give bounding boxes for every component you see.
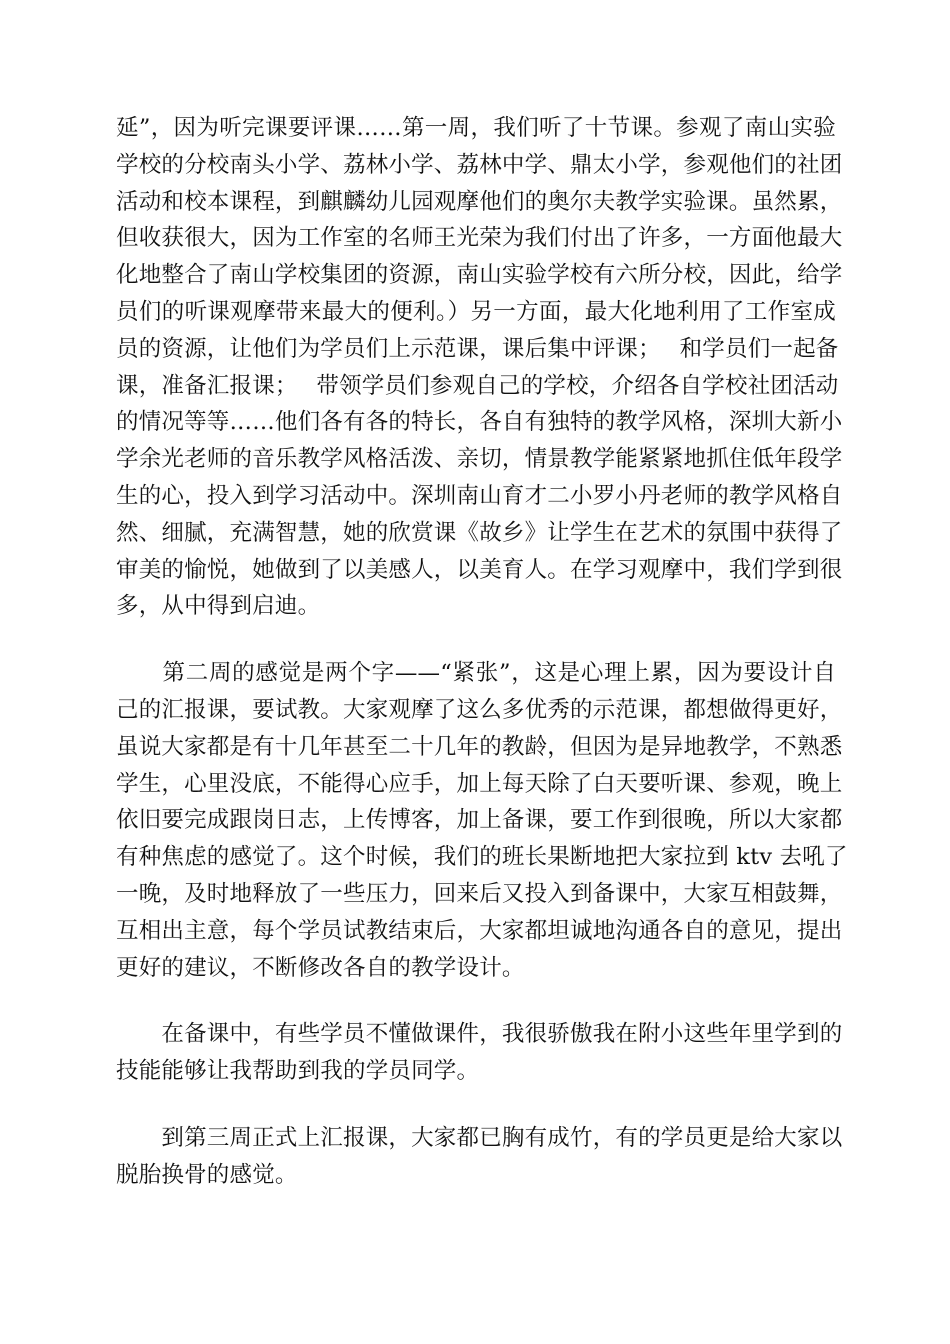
paragraph-line: 己的汇报课，要试教。大家观摩了这么多优秀的示范课，都想做得更好， <box>116 696 843 723</box>
paragraph-line: 技能能够让我帮助到我的学员同学。 <box>116 1058 480 1085</box>
paragraph-line: 活动和校本课程，到麒麟幼儿园观摩他们的奥尔夫教学实验课。虽然累， <box>116 188 843 215</box>
paragraph-line: 虽说大家都是有十几年甚至二十几年的教龄，但因为是异地教学，不熟悉 <box>116 733 843 760</box>
paragraph-line: 学生，心里没底，不能得心应手，加上每天除了白天要听课、参观，晚上 <box>116 770 843 797</box>
paragraph-line: 一晚，及时地释放了一些压力，回来后又投入到备课中，大家互相鼓舞， <box>116 880 843 907</box>
paragraph-line: 的情况等等……他们各有各的特长，各自有独特的教学风格，深圳大新小 <box>116 409 843 436</box>
paragraph-line: 课，准备汇报课； 带领学员们参观自己的学校，介绍各自学校社团活动 <box>116 372 839 399</box>
paragraph-line: 延”，因为听完课要评课……第一周，我们听了十节课。参观了南山实验 <box>116 115 836 141</box>
paragraph-line: 生的心，投入到学习活动中。深圳南山育才二小罗小丹老师的教学风格自 <box>116 482 843 509</box>
paragraph-line: 有种焦虑的感觉了。这个时候，我们的班长果断地把大家拉到 ktv 去吼了 <box>116 844 848 871</box>
paragraph-line: 在备课中，有些学员不懂做课件，我很骄傲我在附小这些年里学到的 <box>116 1021 843 1048</box>
paragraph-line: 更好的建议，不断修改各自的教学设计。 <box>116 954 525 981</box>
paragraph-line: 员的资源，让他们为学员们上示范课，课后集中评课； 和学员们一起备 <box>116 335 839 362</box>
paragraph-line: 多，从中得到启迪。 <box>116 593 321 620</box>
paragraph-1 <box>116 110 843 625</box>
paragraph-2 <box>116 655 848 986</box>
paragraph-line: 第二周的感觉是两个字——“紧张”，这是心理上累，因为要设计自 <box>116 660 836 687</box>
paragraph-line: 化地整合了南山学校集团的资源，南山实验学校有六所分校，因此，给学 <box>116 262 843 289</box>
paragraph-line: 审美的愉悦，她做到了以美感人，以美育人。在学习观摩中，我们学到很 <box>116 556 843 583</box>
paragraph-line: 互相出主意，每个学员试教结束后，大家都坦诚地沟通各自的意见，提出 <box>116 917 843 944</box>
paragraph-3 <box>116 1016 843 1090</box>
paragraph-line: 依旧要完成跟岗日志，上传博客，加上备课，要工作到很晚，所以大家都 <box>116 807 843 834</box>
paragraph-line: 但收获很大，因为工作室的名师王光荣为我们付出了许多，一方面他最大 <box>116 225 843 252</box>
paragraph-line: 然、细腻，充满智慧，她的欣赏课《故乡》让学生在艺术的氛围中获得了 <box>116 519 843 546</box>
document-body <box>116 110 848 1194</box>
paragraph-line: 员们的听课观摩带来最大的便利。）另一方面，最大化地利用了工作室成 <box>116 298 836 325</box>
paragraph-line: 到第三周正式上汇报课，大家都已胸有成竹，有的学员更是给大家以 <box>116 1124 843 1151</box>
paragraph-4 <box>116 1120 843 1194</box>
paragraph-line: 学校的分校南头小学、荔林小学、荔林中学、鼎太小学，参观他们的社团 <box>116 151 843 178</box>
paragraph-line: 学余光老师的音乐教学风格活泼、亲切，情景教学能紧紧地抓住低年段学 <box>116 446 843 473</box>
paragraph-line: 脱胎换骨的感觉。 <box>116 1161 298 1188</box>
